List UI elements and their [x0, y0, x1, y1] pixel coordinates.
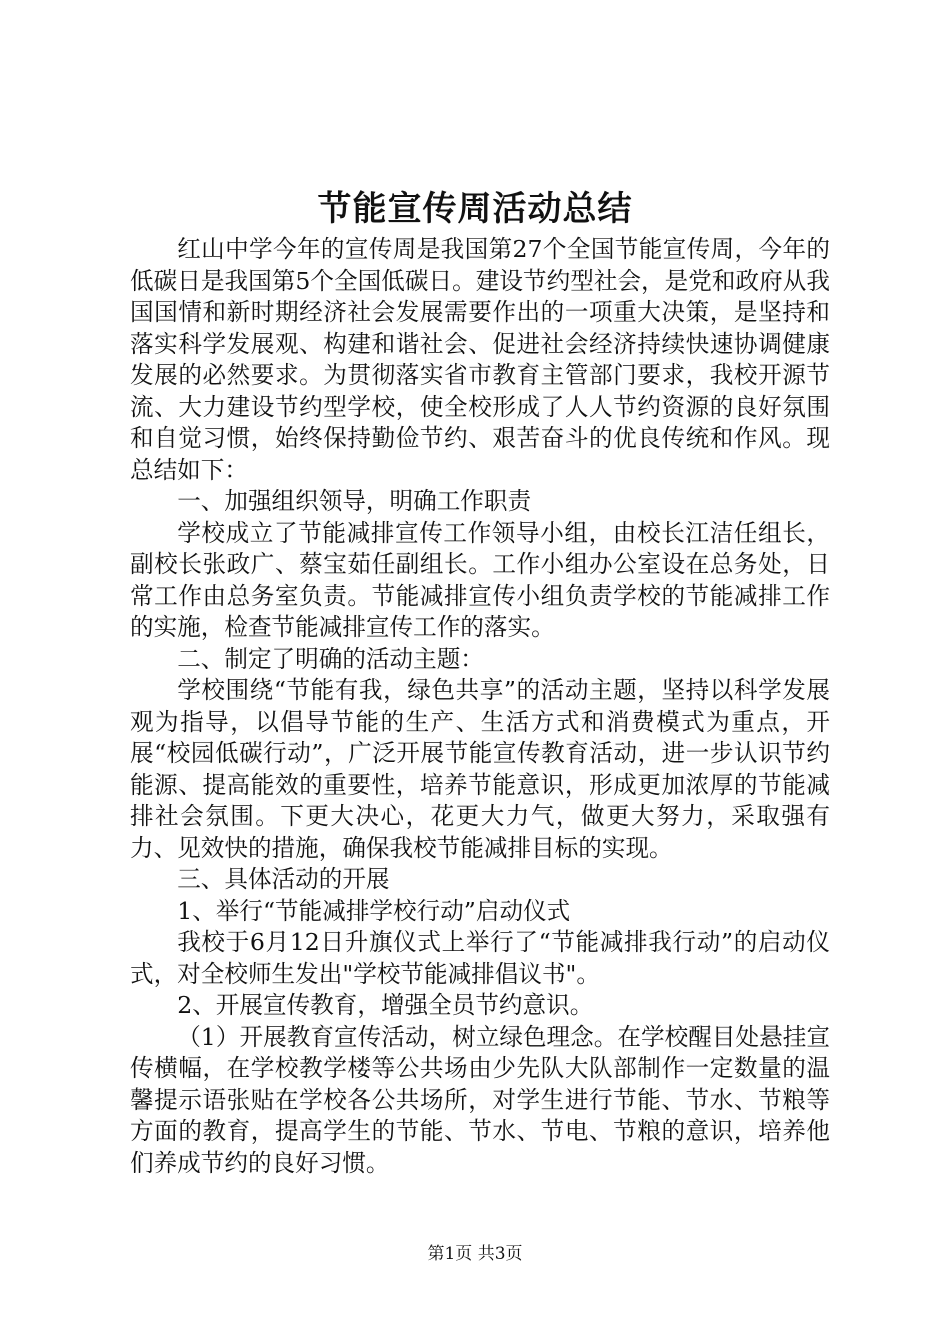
section-1-paragraph: 学校成立了节能减排宣传工作领导小组，由校长江洁任组长，副校长张政广、蔡宝茹任副组长。工作小组办公室设在总务处，日常工作由总务室负责。节能减排宣传小组负责学校的节能减排工作的实施，检查节能减排宣传工作的落实。 [130, 518, 830, 641]
subsection-heading-1: 1、举行“节能减排学校行动”启动仪式 [177, 896, 571, 925]
subsection-heading-2: 2、开展宣传教育，增强全员节约意识。 [177, 991, 594, 1019]
section-heading-3: 三、具体活动的开展 [177, 865, 390, 893]
section-2-paragraph: 学校围绕“节能有我，绿色共享”的活动主题，坚持以科学发展观为指导，以倡导节能的生产、生活方式和消费模式为重点，开展“校园低碳行动”，广泛开展节能宣传教育活动，进一步认识节约能源、提高能效的重要性，培养节能意识，形成更加浓厚的节能减排社会氛围。下更大决心，花更大力气，做更大努力，采取强有力、见效快的措施，确保我校节能减排目标的实现。 [130, 676, 830, 862]
subsection-2-paragraph: （1）开展教育宣传活动，树立绿色理念。在学校醒目处悬挂宣传横幅，在学校教学楼等公共场由少先队大队部制作一定数量的温馨提示语张贴在学校各公共场所，对学生进行节能、节水、节粮等方面的教育，提高学生的节能、节水、节电、节粮的意识，培养他们养成节约的良好习惯。 [130, 1022, 830, 1177]
section-heading-2: 二、制定了明确的活动主题： [177, 644, 484, 673]
page-footer: 第1页 共3页 [427, 1244, 523, 1264]
document-body [130, 234, 830, 1179]
document-title: 节能宣传周活动总结 [317, 189, 633, 229]
section-heading-1: 一、加强组织领导，明确工作职责 [177, 487, 532, 515]
subsection-1-paragraph: 我校于6月12日升旗仪式上举行了“节能减排我行动”的启动仪式，对全校师生发出"学校节能减排倡议书"。 [130, 928, 830, 988]
intro-paragraph: 红山中学今年的宣传周是我国第27个全国节能宣传周，今年的低碳日是我国第5个全国低碳日。建设节约型社会，是党和政府从我国国情和新时期经济社会发展需要作出的一项重大决策，是坚持和落实科学发展观、构建和谐社会、促进社会经济持续快速协调健康发展的必然要求。为贯彻落实省市教育主管部门要求，我校开源节流、大力建设节约型学校，使全校形成了人人节约资源的良好氛围和自觉习惯，始终保持勤俭节约、艰苦奋斗的优良传统和作风。现总结如下： [130, 235, 830, 484]
